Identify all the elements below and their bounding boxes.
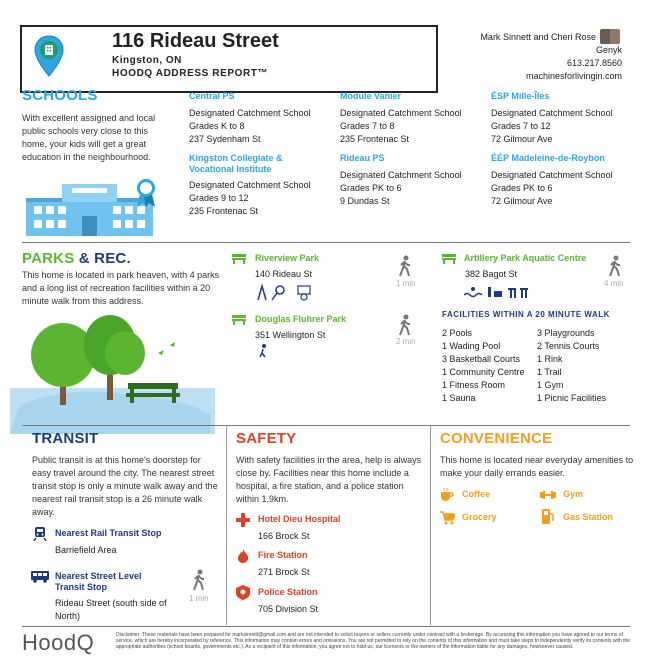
school-name[interactable]: ÉSP Mille-Îles bbox=[491, 91, 550, 101]
location-pin-icon bbox=[34, 35, 64, 77]
school-card[interactable] bbox=[491, 153, 636, 208]
school-type: Designated Catchment School bbox=[491, 108, 613, 118]
column-divider bbox=[430, 425, 431, 625]
park-name[interactable]: Artillery Park Aquatic Centre bbox=[464, 253, 587, 263]
bench-icon bbox=[442, 254, 456, 264]
school-card[interactable] bbox=[491, 91, 631, 146]
facility-item: 1 Trail bbox=[537, 367, 562, 377]
school-type: Designated Catchment School bbox=[189, 108, 311, 118]
parks-title-a: PARKS bbox=[22, 250, 75, 267]
school-card[interactable] bbox=[189, 91, 329, 146]
footer-divider bbox=[22, 626, 630, 627]
street-stop-label: Nearest Street Level Transit Stop bbox=[55, 571, 142, 592]
transit-description: Public transit is at this home's doorstep for easy travel around the city. The nearest street transit stop is only a minute walk away and the nearest rail transit stop is a 26 minute walk away. bbox=[32, 455, 218, 517]
parks-title-b: & REC. bbox=[74, 250, 131, 267]
walk-time: 4 min bbox=[604, 279, 624, 288]
schools-description: With excellent assigned and local public schools very close to this home, your kids will get a great education in the neighbourhood. bbox=[22, 113, 156, 162]
brokerage: Genyk bbox=[595, 45, 622, 55]
school-name[interactable]: Rideau PS bbox=[340, 153, 385, 163]
safety-item-name[interactable]: Hotel Dieu Hospital bbox=[258, 514, 341, 524]
gas-pump-icon bbox=[542, 509, 554, 524]
school-address: 235 Frontenac St bbox=[189, 206, 259, 216]
walk-time: 2 min bbox=[396, 337, 416, 346]
school-grades: Grades PK to 6 bbox=[491, 183, 553, 193]
section-divider bbox=[22, 242, 630, 243]
safety-item-address: 271 Brock St bbox=[258, 567, 310, 577]
school-name[interactable]: ÉÉP Madeleine-de-Roybon bbox=[491, 153, 605, 163]
bench-icon bbox=[232, 254, 246, 264]
safety-title: SAFETY bbox=[236, 430, 297, 447]
facility-item: 1 Picnic Facilities bbox=[537, 393, 607, 403]
facility-item: 1 Wading Pool bbox=[442, 341, 501, 351]
walk-icon bbox=[398, 314, 412, 336]
award-ribbon-icon bbox=[135, 178, 157, 208]
school-type: Designated Catchment School bbox=[491, 170, 613, 180]
school-type: Designated Catchment School bbox=[189, 180, 311, 190]
schools-title: SCHOOLS bbox=[22, 87, 98, 104]
agent-names: Mark Sinnett and Cheri Rose bbox=[480, 32, 596, 42]
facility-item: 2 Pools bbox=[442, 328, 473, 338]
walk-icon bbox=[398, 255, 412, 277]
agent-avatar bbox=[600, 29, 620, 44]
facility-item: 3 Basketball Courts bbox=[442, 354, 521, 364]
agent-phone[interactable]: 613.217.8560 bbox=[566, 58, 622, 68]
convenience-description: This home is located near everyday amenities to make your daily errands easier. bbox=[440, 455, 634, 478]
park-address: 140 Rideau St bbox=[255, 269, 313, 279]
school-address: 235 Frontenac St bbox=[340, 134, 410, 144]
school-card[interactable] bbox=[189, 153, 309, 218]
convenience-item[interactable]: Coffee bbox=[462, 489, 491, 499]
convenience-title: CONVENIENCE bbox=[440, 430, 553, 447]
facilities-title: FACILITIES WITHIN A 20 MINUTE WALK bbox=[442, 310, 610, 319]
convenience-item[interactable]: Grocery bbox=[462, 512, 497, 522]
transit-title: TRANSIT bbox=[32, 430, 99, 447]
facilities-left bbox=[442, 327, 525, 405]
city-label: Kingston, ON bbox=[112, 55, 182, 66]
school-grades: Grades 7 to 12 bbox=[491, 121, 551, 131]
park-name[interactable]: Riverview Park bbox=[255, 253, 320, 263]
agent-website[interactable]: machinesforlivingin.com bbox=[525, 71, 622, 81]
safety-description: With safety facilities in the area, help is always close by. Facilities near this home include a hospital, a fire station, and a police station within 1.9km. bbox=[236, 455, 422, 504]
parks-title bbox=[22, 250, 131, 267]
hospital-cross-icon bbox=[236, 513, 250, 527]
address-title: 116 Rideau Street bbox=[112, 30, 279, 52]
bench-icon bbox=[232, 315, 246, 325]
runner-icon bbox=[258, 344, 268, 358]
street-stop-value[interactable]: Rideau Street (south side of North) bbox=[55, 598, 167, 621]
facility-item: 1 Gym bbox=[537, 380, 564, 390]
park-name[interactable]: Douglas Fluhrer Park bbox=[255, 314, 347, 324]
walk-icon bbox=[608, 255, 622, 277]
school-name[interactable]: Kingston Collegiate & Vocational Institute bbox=[189, 153, 283, 174]
safety-item-address: 166 Brock St bbox=[258, 531, 310, 541]
walk-time: 1 min bbox=[189, 594, 209, 603]
school-card[interactable] bbox=[340, 91, 480, 146]
disclaimer: Disclaimer: These materials have been prepared for marksinnett@gmail.com and are not intended to solicit buyers or sellers currently under contract with a brokerage. By accessing this information you have agreed to our terms of service, which are hereby incorporated by reference. This information may contain errors and omissions. You are not permitted to rely on the contents of this information and must take steps to independently verify its contents with the appropriate authorities (school boards, governments etc.). As a recipient of this information, you agree not to hold us, our licensors or the owners of the information liable for any damages, howsoever caused. bbox=[116, 632, 631, 650]
school-address: 237 Sydenham St bbox=[189, 134, 261, 144]
facility-item: 2 Tennis Courts bbox=[537, 341, 600, 351]
safety-item-name[interactable]: Fire Station bbox=[258, 550, 308, 560]
rail-stop-label: Nearest Rail Transit Stop bbox=[55, 528, 162, 538]
park-address: 382 Bagot St bbox=[465, 269, 518, 279]
school-address: 9 Dundas St bbox=[340, 196, 390, 206]
police-badge-icon bbox=[236, 585, 250, 600]
fire-icon bbox=[237, 549, 249, 563]
facility-item: 1 Sauna bbox=[442, 393, 476, 403]
school-type: Designated Catchment School bbox=[340, 108, 462, 118]
dumbbell-icon bbox=[540, 490, 556, 500]
grocery-cart-icon bbox=[440, 511, 455, 525]
facility-item: 1 Fitness Room bbox=[442, 380, 506, 390]
coffee-icon bbox=[440, 488, 454, 502]
school-grades: Grades 7 to 8 bbox=[340, 121, 395, 131]
parks-description: This home is located in park heaven, with 4 parks and a long list of recreation facilities within a 20 minute walk from this address. bbox=[22, 270, 220, 306]
school-address: 72 Gilmour Ave bbox=[491, 196, 553, 206]
school-grades: Grades K to 8 bbox=[189, 121, 245, 131]
school-type: Designated Catchment School bbox=[340, 170, 462, 180]
walk-time: 1 min bbox=[396, 279, 416, 288]
walk-icon bbox=[192, 569, 206, 591]
bus-icon bbox=[31, 571, 49, 583]
aquatic-amenity-icons bbox=[464, 285, 530, 299]
facility-item: 1 Rink bbox=[537, 354, 563, 364]
facility-item: 1 Community Centre bbox=[442, 367, 525, 377]
rail-stop-value[interactable]: Barriefield Area bbox=[55, 545, 117, 555]
agent-info bbox=[372, 31, 622, 83]
park-amenity-icons bbox=[256, 284, 318, 302]
school-card[interactable] bbox=[340, 153, 480, 208]
safety-item-name[interactable]: Police Station bbox=[258, 587, 318, 597]
school-name[interactable]: Module Vanier bbox=[340, 91, 402, 101]
park-address: 351 Wellington St bbox=[255, 330, 326, 340]
convenience-item[interactable]: Gas Station bbox=[563, 512, 614, 522]
safety-item-address: 705 Division St bbox=[258, 604, 319, 614]
section-divider bbox=[22, 425, 630, 426]
park-illustration bbox=[10, 305, 215, 435]
school-name[interactable]: Central PS bbox=[189, 91, 235, 101]
facilities-right bbox=[537, 327, 606, 405]
school-grades: Grades PK to 6 bbox=[340, 183, 402, 193]
convenience-item[interactable]: Gym bbox=[563, 489, 584, 499]
train-icon bbox=[33, 527, 47, 541]
column-divider bbox=[226, 425, 227, 625]
school-grades: Grades 9 to 12 bbox=[189, 193, 249, 203]
hoodq-logo: HoodQ bbox=[22, 630, 95, 655]
facility-item: 3 Playgrounds bbox=[537, 328, 595, 338]
report-title: HOODQ ADDRESS REPORT™ bbox=[112, 68, 269, 79]
school-address: 72 Gilmour Ave bbox=[491, 134, 553, 144]
